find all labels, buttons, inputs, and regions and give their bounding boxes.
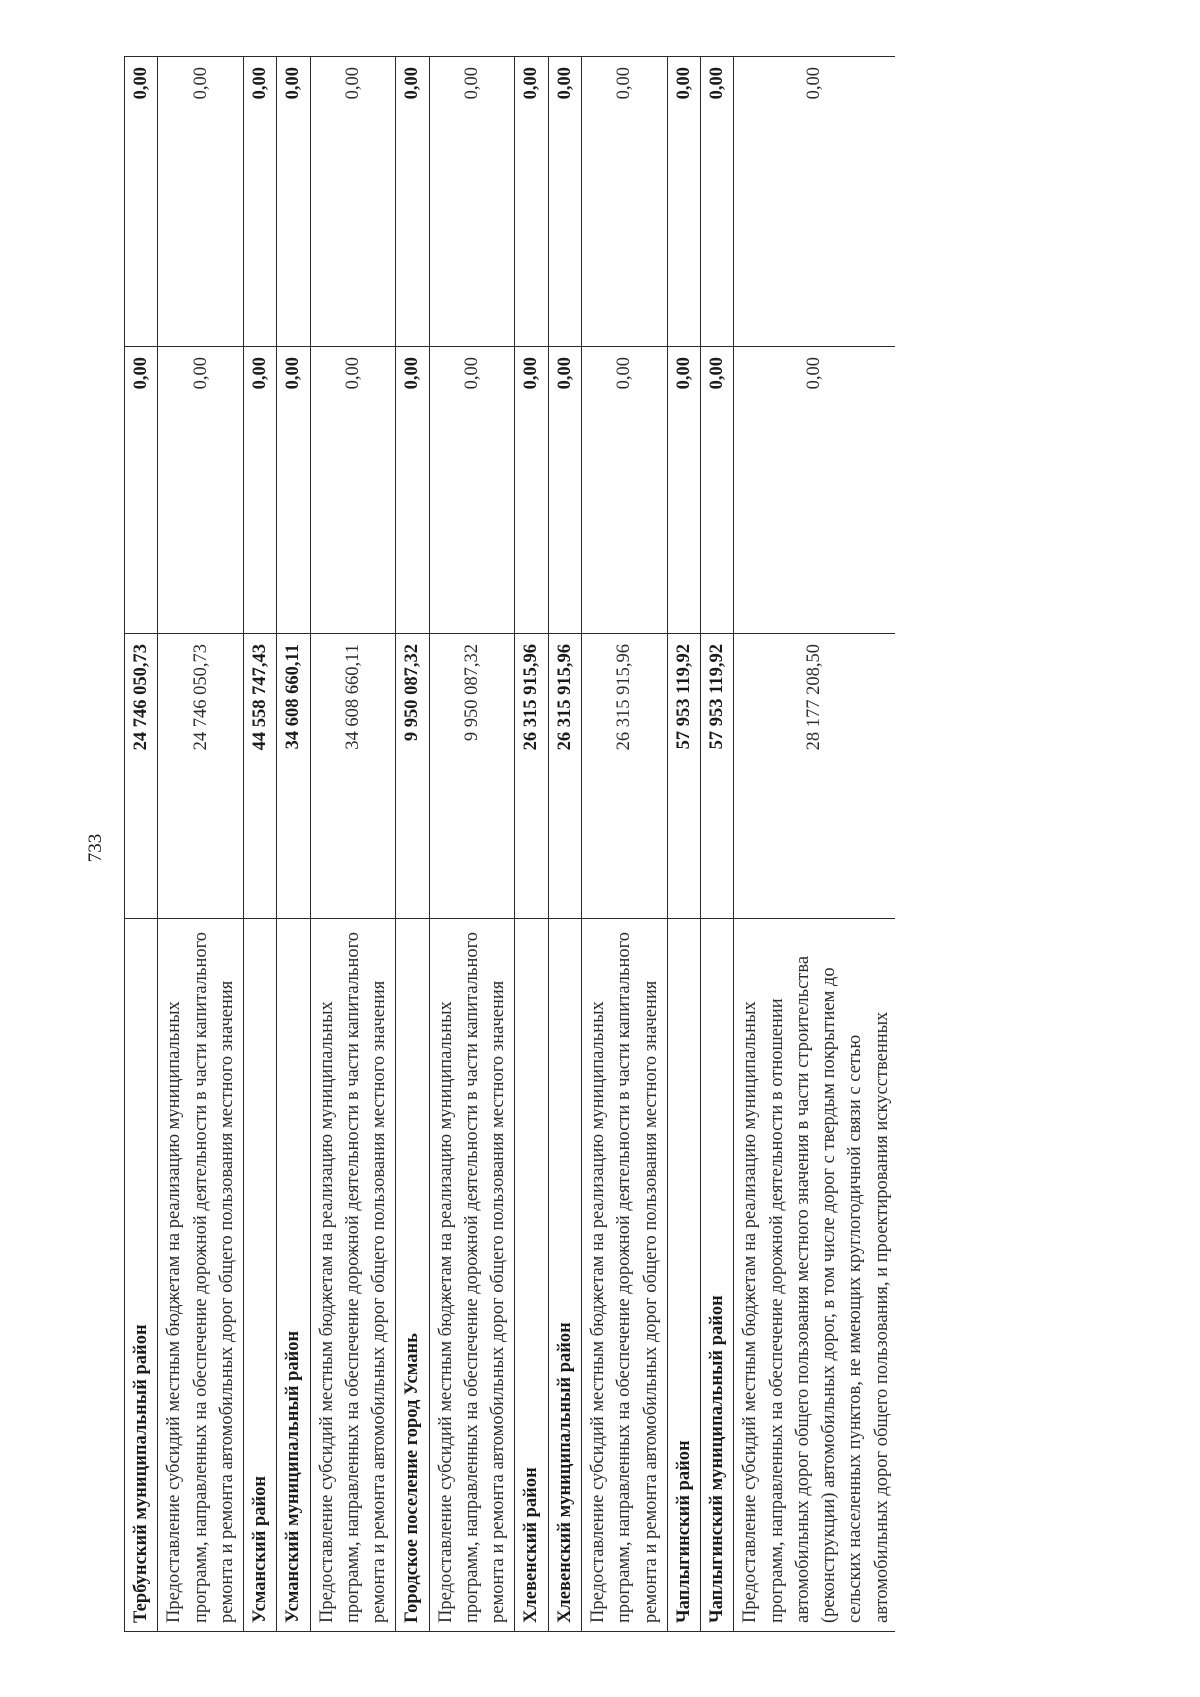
- page-number-text: 733: [85, 833, 106, 863]
- amount-cell-3: 0,00: [277, 57, 310, 347]
- amount-cell-2: 0,00: [667, 347, 700, 634]
- amount-cell-1: 57 953 119,92: [667, 634, 700, 919]
- amount-cell-2: 0,00: [158, 347, 244, 634]
- row-name-cell: Предоставление субсидий местным бюджетам на реализацию муниципальных программ, направленных на обеспечение дорожной деятельности в части капитального ремонта и ремонта автомобильных дорог общего пользования местного значения: [429, 919, 515, 1632]
- amount-cell-2: 0,00: [701, 347, 734, 634]
- row-name-cell: Тербунский муниципальный район: [125, 919, 158, 1632]
- amount-cell-3: 0,00: [396, 57, 429, 347]
- amount-cell-3: 0,00: [125, 57, 158, 347]
- amount-cell-3: 0,00: [515, 57, 548, 347]
- table-row-heading: [125, 57, 158, 1632]
- amount-cell-2: 0,00: [548, 347, 581, 634]
- amount-cell-1: 26 315 915,96: [548, 634, 581, 919]
- row-name-cell: Предоставление субсидий местным бюджетам на реализацию муниципальных программ, направленных на обеспечение дорожной деятельности в части капитального ремонта и ремонта автомобильных дорог общего пользования местного значения: [310, 919, 396, 1632]
- amount-cell-1: 9 950 087,32: [396, 634, 429, 919]
- amount-cell-2: 0,00: [581, 347, 667, 634]
- row-name-cell: Предоставление субсидий местным бюджетам на реализацию муниципальных программ, направленных на обеспечение дорожной деятельности в части капитального ремонта и ремонта автомобильных дорог общего пользования местного значения: [158, 919, 244, 1632]
- amount-cell-1: 34 608 660,11: [310, 634, 396, 919]
- table-row-heading: [277, 57, 310, 1632]
- row-name-cell: Чаплыгинский район: [667, 919, 700, 1632]
- amount-cell-2: 0,00: [429, 347, 515, 634]
- row-name-cell: Хлевенский муниципальный район: [548, 919, 581, 1632]
- table-row-heading: [701, 57, 734, 1632]
- row-name-cell: Усманский муниципальный район: [277, 919, 310, 1632]
- row-name-cell: Городское поселение город Усмань: [396, 919, 429, 1632]
- amount-cell-3: 0,00: [244, 57, 277, 347]
- budget-table: [124, 56, 895, 1632]
- table-row-description: [429, 57, 515, 1632]
- amount-cell-2: 0,00: [244, 347, 277, 634]
- table-row-description: [734, 57, 895, 1632]
- amount-cell-1: 24 746 050,73: [158, 634, 244, 919]
- amount-cell-3: 0,00: [158, 57, 244, 347]
- table-row-description: [158, 57, 244, 1632]
- amount-cell-3: 0,00: [734, 57, 895, 347]
- row-name-cell: Предоставление субсидий местным бюджетам на реализацию муниципальных программ, направленных на обеспечение дорожной деятельности в части капитального ремонта и ремонта автомобильных дорог общего пользования местного значения: [581, 919, 667, 1632]
- budget-table-body: [125, 57, 895, 1632]
- amount-cell-1: 24 746 050,73: [125, 634, 158, 919]
- amount-cell-2: 0,00: [277, 347, 310, 634]
- amount-cell-3: 0,00: [310, 57, 396, 347]
- amount-cell-3: 0,00: [429, 57, 515, 347]
- table-row-heading: [515, 57, 548, 1632]
- amount-cell-3: 0,00: [701, 57, 734, 347]
- amount-cell-1: 9 950 087,32: [429, 634, 515, 919]
- amount-cell-3: 0,00: [581, 57, 667, 347]
- amount-cell-1: 26 315 915,96: [581, 634, 667, 919]
- amount-cell-2: 0,00: [125, 347, 158, 634]
- table-row-heading: [244, 57, 277, 1632]
- amount-cell-1: 26 315 915,96: [515, 634, 548, 919]
- row-name-cell: Усманский район: [244, 919, 277, 1632]
- amount-cell-1: 34 608 660,11: [277, 634, 310, 919]
- table-row-description: [310, 57, 396, 1632]
- amount-cell-3: 0,00: [667, 57, 700, 347]
- table-row-heading: [548, 57, 581, 1632]
- page-number: [86, 823, 106, 873]
- table-row-heading: [667, 57, 700, 1632]
- amount-cell-2: 0,00: [310, 347, 396, 634]
- row-name-cell: Чаплыгинский муниципальный район: [701, 919, 734, 1632]
- amount-cell-2: 0,00: [515, 347, 548, 634]
- row-name-cell: Предоставление субсидий местным бюджетам на реализацию муниципальных программ, направленных на обеспечение дорожной деятельности в отношении автомобильных дорог общего пользования местного значения в части строительства (реконструкции) автомобильных дорог, в том числе дорог с твердым покрытием до сельских населенных пунктов, не имеющих круглогодичной связи с сетью автомобильных дорог общего пользования, и проектирования искусственных: [734, 919, 895, 1632]
- row-name-cell: Хлевенский район: [515, 919, 548, 1632]
- amount-cell-2: 0,00: [734, 347, 895, 634]
- table-row-heading: [396, 57, 429, 1632]
- rotated-table-region: [124, 57, 1089, 1632]
- table-row-description: [581, 57, 667, 1632]
- amount-cell-3: 0,00: [548, 57, 581, 347]
- amount-cell-1: 44 558 747,43: [244, 634, 277, 919]
- amount-cell-2: 0,00: [396, 347, 429, 634]
- amount-cell-1: 28 177 208,50: [734, 634, 895, 919]
- amount-cell-1: 57 953 119,92: [701, 634, 734, 919]
